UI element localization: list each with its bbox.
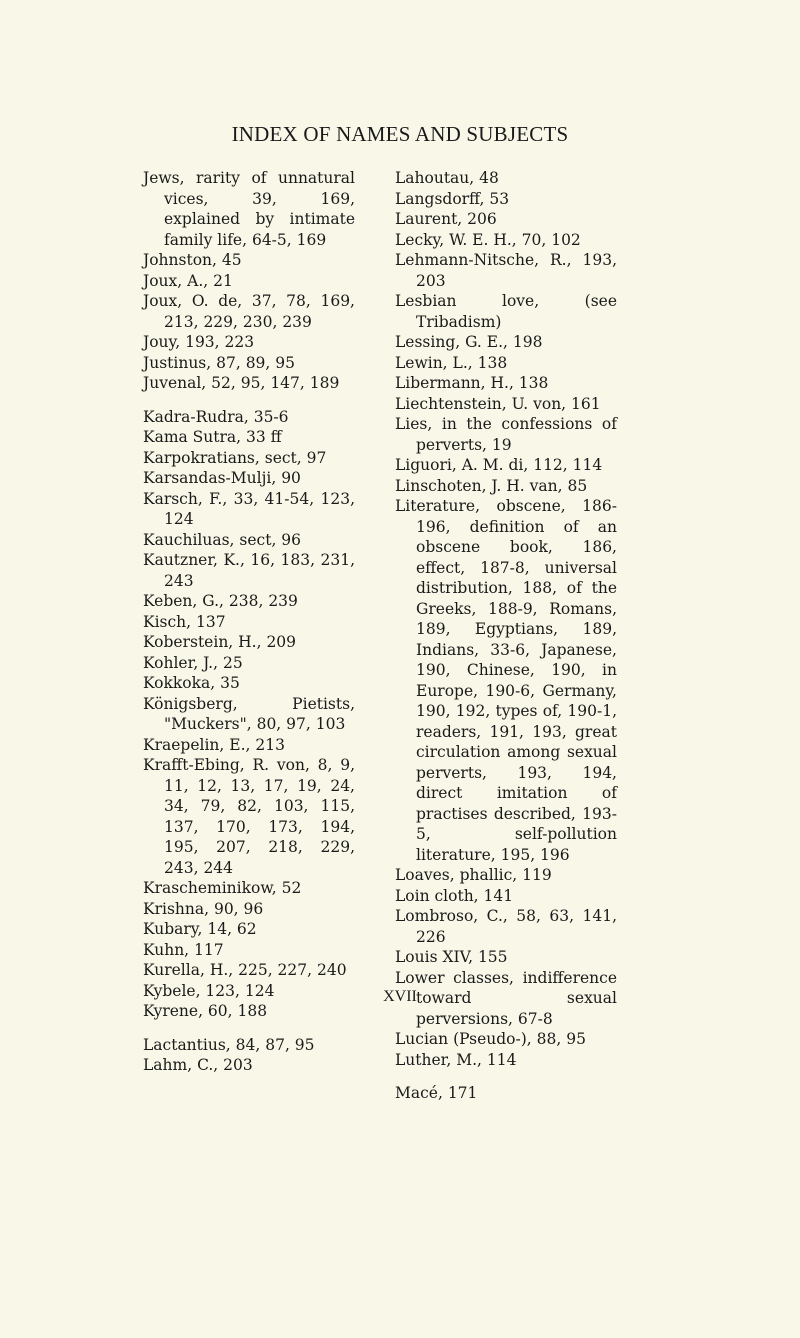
index-entry: Loaves, phallic, 119 [395, 866, 552, 884]
index-entry: Lahm, C., 203 [143, 1056, 253, 1074]
index-entry: Kraschеminikow, 52 [143, 879, 302, 897]
index-entry: Joux, O. de, 37, 78, 169, 213, 229, 230, 239 [143, 292, 355, 331]
index-entry: Langsdorff, 53 [395, 189, 510, 208]
index-entry: Lombroso, C., 58, 63, 141, 226 [395, 907, 617, 946]
index-entry: Kurella, H., 225, 227, 240 [143, 961, 347, 979]
index-entry: Krishna, 90, 96 [143, 899, 264, 918]
index-entry: Lesbian love, (see Tribadism) [395, 292, 617, 331]
index-entry: Lactantius, 84, 87, 95 [143, 1035, 315, 1054]
index-entry: Luther, M., 114 [395, 1050, 517, 1069]
index-entry: Kadra-Rudra, 35-6 [143, 407, 289, 426]
index-entry: Kauchiluas, sect, 96 [143, 530, 302, 549]
index-entry: Laurent, 206 [395, 210, 497, 228]
index-entry: Macé, 171 [395, 1084, 478, 1102]
index-entry: Keben, G., 238, 239 [143, 592, 298, 610]
index-entry: Königsberg, Pietists, "Muckers", 80, 97, 103 [143, 694, 355, 733]
index-entry: Libermann, H., 138 [395, 374, 549, 392]
index-entry: Kyrene, 60, 188 [143, 1002, 268, 1020]
index-entry: Jouy, 193, 223 [143, 333, 255, 351]
index-entry: Lower classes, indifference toward sexual perversions, 67-8 [395, 968, 617, 1028]
index-column-right [395, 168, 617, 1104]
index-entry: Krafft-Ebing, R. von, 8, 9, 11, 12, 13, 17, 19, 24, 34, 79, 82, 103, 115, 137, 170, 173, 194, 195, 207, 218, 229, 243, 244 [143, 756, 355, 877]
index-entry: Lecky, W. E. H., 70, 102 [395, 230, 581, 249]
index-entry: Lessing, G. E., 198 [395, 333, 543, 351]
index-entry: Loin cloth, 141 [395, 886, 514, 905]
index-entry: Juvenal, 52, 95, 147, 189 [143, 374, 340, 392]
index-entry: Kama Sutra, 33 ff [143, 428, 282, 446]
index-entry: Kautzner, K., 16, 183, 231, 243 [143, 551, 355, 590]
index-entry: Linschoten, J. H. van, 85 [395, 476, 588, 495]
index-entry: Johnston, 45 [143, 251, 242, 269]
index-entry: Jews, rarity of unnatural vices, 39, 169, explained by intimate family life, 64-5, 169 [143, 169, 355, 249]
index-entry: Liguori, A. M. di, 112, 114 [395, 456, 603, 474]
index-entry: Kybele, 123, 124 [143, 981, 275, 1000]
page-number: XVII [383, 988, 417, 1005]
index-entry: Joux, A., 21 [143, 271, 233, 290]
page-title: INDEX OF NAMES AND SUBJECTS [231, 122, 569, 146]
index-entry: Kohler, J., 25 [143, 653, 243, 672]
index-entry: Louis XIV, 155 [395, 948, 508, 966]
index-entry: Liechtenstein, U. von, 161 [395, 394, 601, 413]
index-entry: Karsandas-Mulji, 90 [143, 469, 301, 487]
index-entry: Lies, in the confessions of perverts, 19 [395, 415, 617, 454]
index-entry: Kisch, 137 [143, 612, 226, 631]
index-entry: Kubary, 14, 62 [143, 920, 257, 938]
index-entry: Kokkoka, 35 [143, 674, 240, 692]
index-entry: Karpokratians, sect, 97 [143, 448, 327, 467]
index-entry: Lewin, L., 138 [395, 353, 508, 372]
index-entry: Literature, obscene, 186-196, definition of an obscene book, 186, effect, 187-8, universal distribution, 188, of the Greeks, 188-9, Romans, 189, Egyptians, 189, Indians, 33-6, Japanese, 190, Chinese, 190, in Europe, 190-6, Germany, 190, 192, types of, 190-1, readers, 191, 193, great circulation among sexual perverts, 193, 194, direct imitation of practises described, 193-5, self-pollution literature, 195, 196 [395, 497, 617, 864]
index-entry: Karsch, F., 33, 41-54, 123, 124 [143, 489, 355, 528]
index-entry: Kraepelin, E., 213 [143, 735, 285, 754]
index-entry: Justinus, 87, 89, 95 [143, 353, 295, 372]
index-column-left [143, 168, 355, 1076]
index-entry: Koberstein, H., 209 [143, 633, 297, 651]
index-entry: Lehmann-Nitsche, R., 193, 203 [395, 251, 617, 290]
index-entry: Lahoutau, 48 [395, 169, 499, 187]
index-entry: Lucian (Pseudo-), 88, 95 [395, 1030, 586, 1048]
index-entry: Kuhn, 117 [143, 940, 224, 959]
